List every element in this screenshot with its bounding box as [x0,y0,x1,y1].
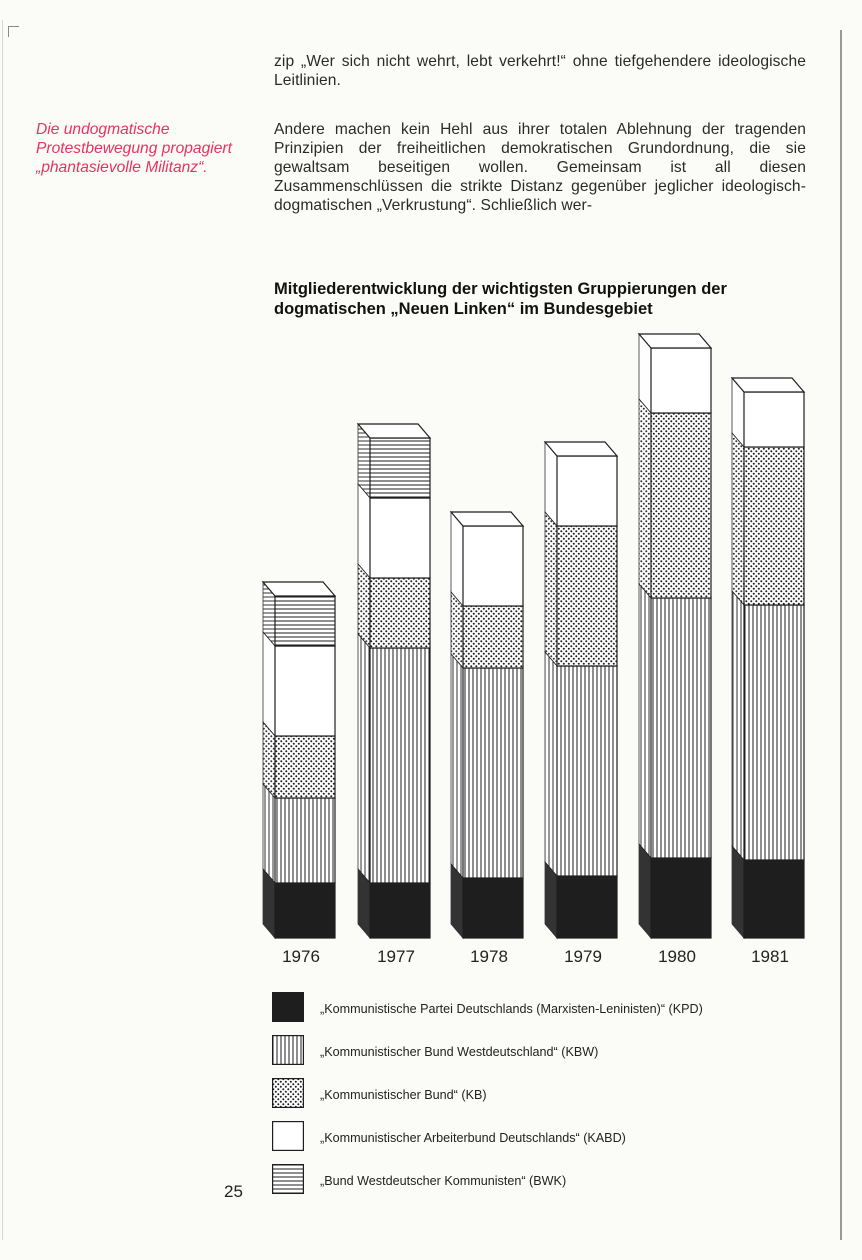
legend-item-vertical-lines [272,1035,832,1067]
bar-segment-1979-vertical-lines [557,666,617,876]
bar-segment-1976-dots [275,736,335,798]
x-tick-label-1981: 1981 [751,947,789,966]
bar-side-1981-dots [732,433,744,605]
legend-swatch-solid [272,992,304,1022]
bar-segment-1977-solid [370,883,430,938]
bar-side-1981-solid [732,846,744,938]
bar-top-1978 [451,512,523,526]
legend-item-horizontal-lines [272,1164,832,1196]
bar-side-1977-vertical-lines [358,634,370,883]
bar-side-1976-vertical-lines [263,784,275,883]
bar-side-1977-dots [358,564,370,648]
chart-title: Mitgliederentwicklung der wichtigsten Gruppierungen der dogmatischen „Neuen Linken“ im Bundesgebiet [274,280,727,318]
bar-segment-1978-dots [463,606,523,668]
bar-segment-1976-horizontal-lines [275,596,335,646]
bar-segment-1981-vertical-lines [744,605,804,860]
bar-stack-1977 [358,424,430,938]
bar-segment-1976-solid [275,883,335,938]
legend-swatch-horizontal-lines [272,1164,304,1194]
bar-segment-1980-blank [651,348,711,413]
bar-side-1980-vertical-lines [639,584,651,858]
bar-segment-1981-solid [744,860,804,938]
bar-stack-1978 [451,512,523,938]
x-tick-label-1976: 1976 [282,947,320,966]
bar-stack-1976 [263,582,335,938]
bar-segment-1978-vertical-lines [463,668,523,878]
bar-segment-1978-solid [463,878,523,938]
body-text-2: Andere machen kein Hehl aus ihrer totalen Ablehnung der tragenden Prinzipien der freiheitlichen demokratischen Grundordnung, die sie gewaltsam beseitigen wollen. Gemeinsam ist all diesen Zusammenschlüssen die strikte Distanz gegenüber jeglicher ideologisch-dogmatischen „Verkrustung“. Schließlich wer- [274,121,806,214]
bar-segment-1980-solid [651,858,711,938]
bar-side-1978-vertical-lines [451,654,463,878]
body-text-1: zip „Wer sich nicht wehrt, lebt verkehrt!“ ohne tiefgehendere ideologische Leitlinien. [274,53,806,89]
bar-segment-1979-dots [557,526,617,666]
x-tick-label-1979: 1979 [564,947,602,966]
bar-stack-1981 [732,378,804,938]
bar-top-1979 [545,442,617,456]
bar-top-1981 [732,378,804,392]
bar-segment-1980-vertical-lines [651,598,711,858]
page-number: 25 [224,1182,243,1201]
bar-side-1980-solid [639,844,651,938]
bar-top-1980 [639,334,711,348]
bar-top-1976 [263,582,335,596]
bar-side-1976-blank [263,632,275,736]
bar-segment-1978-blank [463,526,523,606]
bar-segment-1979-solid [557,876,617,938]
bar-side-1981-vertical-lines [732,591,744,860]
bar-top-1977 [358,424,430,438]
bar-segment-1976-vertical-lines [275,798,335,883]
legend-label: „Bund Westdeutscher Kommunisten“ (BWK) [320,1174,567,1188]
bar-side-1979-solid [545,862,557,938]
legend-swatch-blank [272,1121,304,1151]
bar-segment-1977-blank [370,498,430,578]
legend-swatch-dots [272,1078,304,1108]
x-tick-label-1980: 1980 [658,947,696,966]
bar-segment-1981-dots [744,447,804,605]
bar-segment-1977-horizontal-lines [370,438,430,498]
legend-item-solid [272,992,832,1024]
bar-side-1979-dots [545,512,557,666]
bar-segment-1979-blank [557,456,617,526]
bar-stack-1979 [545,442,617,938]
bar-side-1980-dots [639,399,651,598]
bar-side-1979-vertical-lines [545,652,557,876]
bar-side-1978-blank [451,512,463,606]
bar-segment-1977-vertical-lines [370,648,430,883]
legend-label: „Kommunistische Partei Deutschlands (Marxisten-Leninisten)“ (KPD) [320,1002,703,1016]
legend-label: „Kommunistischer Bund“ (KB) [320,1088,487,1102]
bar-side-1977-blank [358,484,370,578]
bar-segment-1977-dots [370,578,430,648]
legend-label: „Kommunistischer Bund Westdeutschland“ (KBW) [320,1045,599,1059]
x-tick-label-1978: 1978 [470,947,508,966]
legend-item-blank [272,1121,832,1153]
legend-label: „Kommunistischer Arbeiterbund Deutschlands“ (KABD) [320,1131,626,1145]
margin-note-text: Die undogmatische Protestbewegung propagiert „phantasievolle Militanz“. [36,121,232,176]
bar-segment-1981-blank [744,392,804,447]
bar-segment-1980-dots [651,413,711,598]
x-tick-label-1977: 1977 [377,947,415,966]
legend-item-dots [272,1078,832,1110]
bar-stack-1980 [639,334,711,938]
bar-segment-1976-blank [275,646,335,736]
legend-swatch-vertical-lines [272,1035,304,1065]
